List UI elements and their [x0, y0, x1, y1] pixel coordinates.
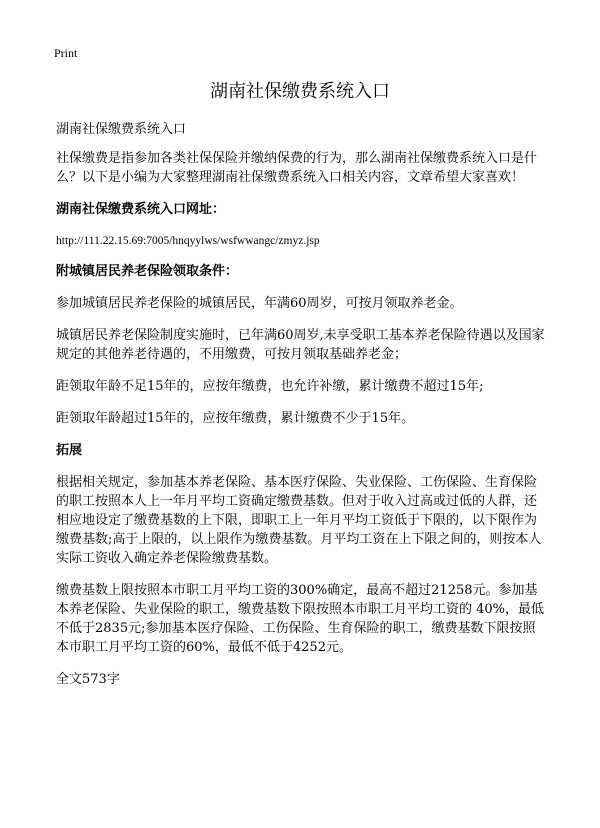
expansion-paragraph: 根据相关规定，参加基本养老保险、基本医疗保险、失业保险、工伤保险、生育保险的职工按照本人上一年月平均工资确定缴费基数。但对于收入过高或过低的人群，还相应地设定了缴费基数的上下限，即职工上一年月平均工资低于下限的，以下限作为缴费基数;高于上限的，以上限作为缴费基数。月平均工资在上下限之间的，则按本人实际工资收入确定养老保险缴费基数。 [56, 475, 542, 566]
expansion-paragraph: 缴费基数上限按照本市职工月平均工资的300%确定，最高不超过21258元。参加基本养老保险、失业保险的职工，缴费基数下限按照本市职工月平均工资的 40%，最低不低于2835元;参加基本医疗保险、工伤保险、生育保险的职工，缴费基数下限按照本市职工月平均工资的60%，最低不低于4252元。 [56, 583, 545, 655]
page-title: 湖南社保缴费系统入口 [210, 81, 390, 102]
condition-paragraph: 城镇居民养老保险制度实施时，已年满60周岁,未享受职工基本养老保险待遇以及国家规定的其他养老待遇的，不用缴费，可按月领取基础养老金； [56, 328, 545, 362]
section-heading-conditions: 附城镇居民养老保险领取条件： [56, 264, 239, 279]
condition-paragraph: 距领取年龄超过15年的，应按年缴费，累计缴费不少于15年。 [56, 411, 415, 426]
article-subtitle: 湖南社保缴费系统入口 [56, 122, 187, 137]
word-count: 全文573字 [56, 672, 120, 687]
intro-paragraph: 社保缴费是指参加各类社保保险并缴纳保费的行为，那么湖南社保缴费系统入口是什么？以下是小编为大家整理湖南社保缴费系统入口相关内容，文章希望大家喜欢！ [56, 151, 538, 185]
entry-url[interactable]: http://111.22.15.69:7005/hnqyylws/wsfwwangc/zmyz.jsp [56, 235, 320, 247]
condition-paragraph: 参加城镇居民养老保险的城镇居民，年满60周岁，可按月领取养老金。 [56, 296, 463, 311]
section-heading-expansion: 拓展 [56, 443, 83, 458]
section-heading-url: 湖南社保缴费系统入口网址： [56, 202, 226, 217]
print-link[interactable]: Print [54, 46, 78, 60]
article-body [56, 120, 548, 702]
condition-paragraph: 距领取年龄不足15年的，应按年缴费，也允许补缴，累计缴费不超过15年; [56, 379, 484, 394]
